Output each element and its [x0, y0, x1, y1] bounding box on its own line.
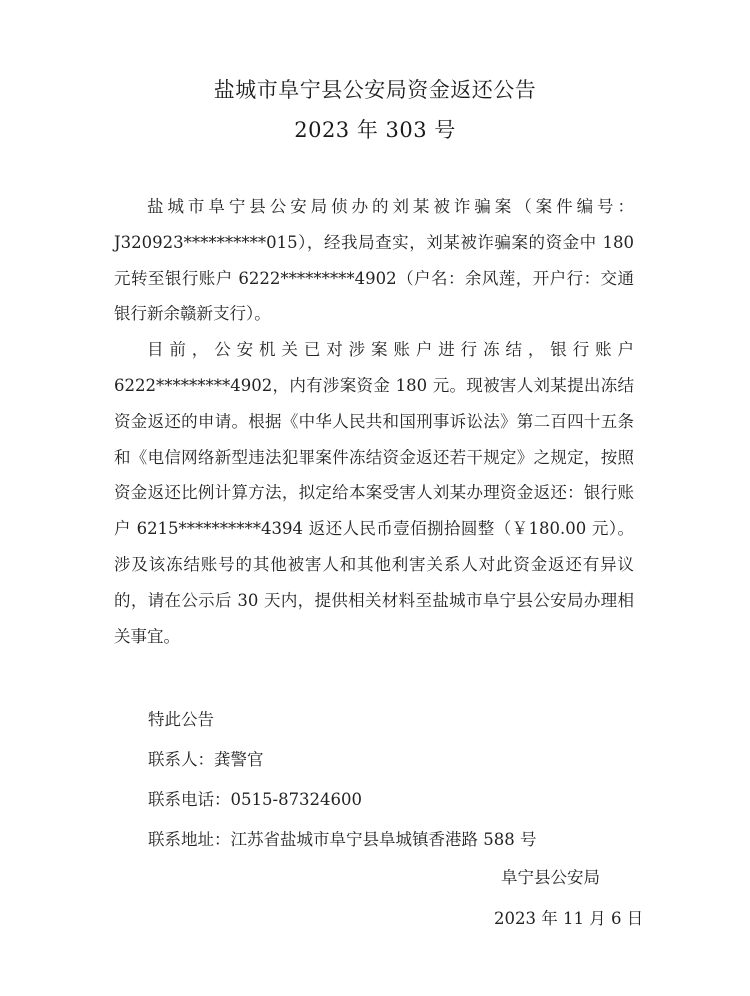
notice-closing: 特此公告	[148, 710, 214, 729]
contact-phone-label: 联系电话：	[148, 790, 231, 809]
paragraph-case-summary: 盐城市阜宁县公安局侦办的刘某被诈骗案（案件编号：J320923**********015），经我局查实，刘某被诈骗案的资金中 180 元转至银行账户 6222*********4902（户名：余风莲，开户行：交通银行新余赣新支行）。	[114, 197, 634, 324]
contact-address-value: 江苏省盐城市阜宁县阜城镇香港路 588 号	[230, 830, 537, 849]
contact-phone-value: 0515-87324600	[230, 790, 363, 809]
signature-organization: 阜宁县公安局	[501, 868, 600, 887]
contact-person-label: 联系人：	[148, 750, 214, 769]
document-title: 盐城市阜宁县公安局资金返还公告	[213, 78, 537, 102]
contact-address	[148, 826, 536, 850]
contact-phone	[148, 786, 362, 810]
contact-address-label: 联系地址：	[148, 830, 231, 849]
document-number: 2023 年 303 号	[294, 118, 456, 142]
document-body	[114, 189, 634, 654]
contact-person-value: 龚警官	[214, 750, 264, 769]
signature-date: 2023 年 11 月 6 日	[494, 909, 644, 928]
paragraph-refund-details: 目前，公安机关已对涉案账户进行冻结，银行账户 6222*********4902，内有涉案资金 180 元。现被害人刘某提出冻结资金返还的申请。根据《中华人民共和国刑事诉讼法》第二百四十五条和《电信网络新型违法犯罪案件冻结资金返还若干规定》之规定，按照资金返还比例计算方法，拟定给本案受害人刘某办理资金返还：银行账户 6215**********4394 返还人民币壹佰捌拾圆整（￥180.00 元）。涉及该冻结账号的其他被害人和其他利害关系人对此资金返还有异议的，请在公示后 30 天内，提供相关材料至盐城市阜宁县公安局办理相关事宜。	[114, 340, 634, 646]
contact-person	[148, 746, 264, 770]
